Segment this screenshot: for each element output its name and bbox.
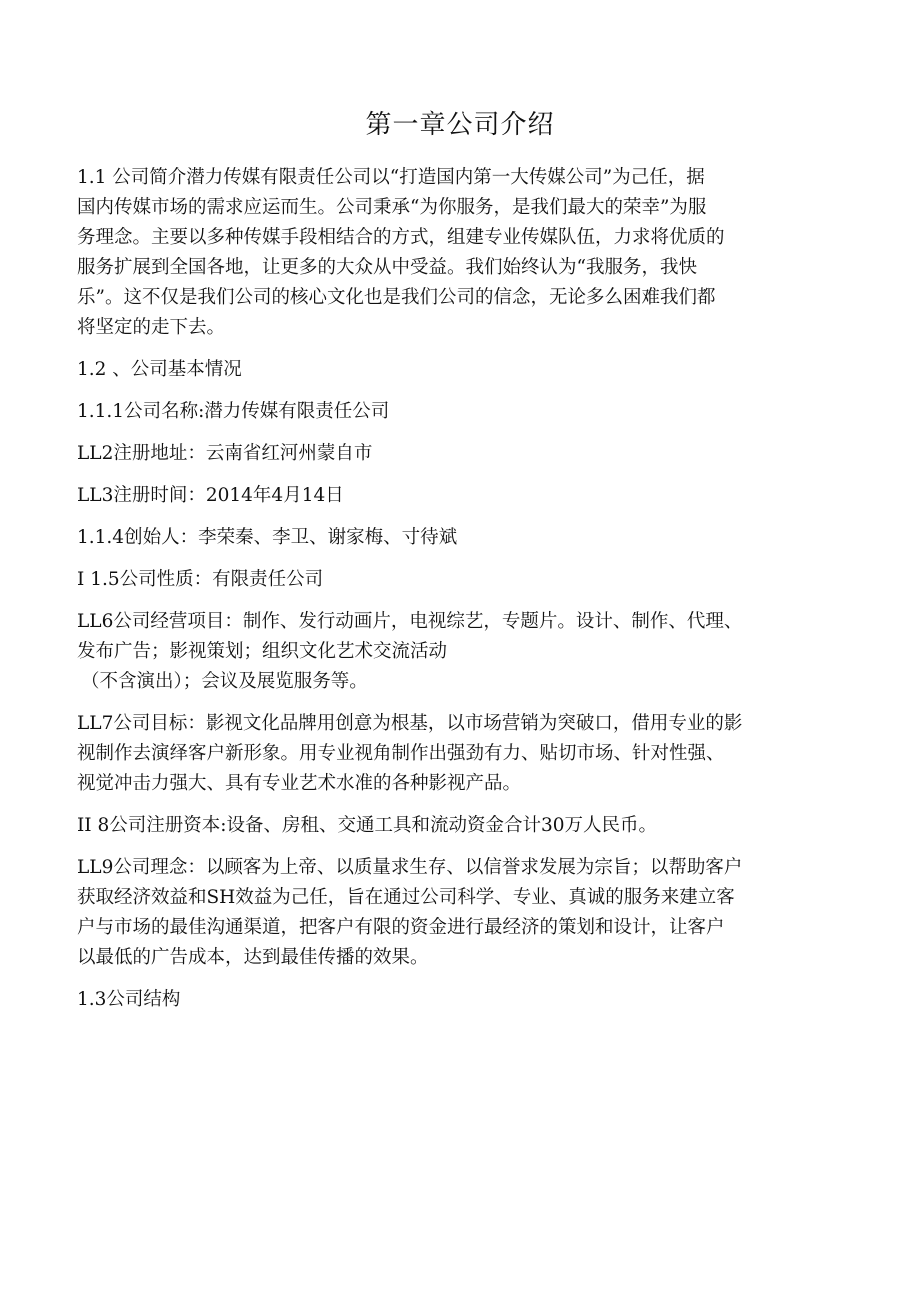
paragraph-line: 发布广告；影视策划；组织文化艺术交流活动 <box>77 641 448 662</box>
paragraph-line: 将坚定的走下去。 <box>77 317 226 338</box>
company-intro-paragraph <box>77 163 797 343</box>
company-philosophy-item <box>77 853 797 973</box>
business-scope-item <box>77 607 797 697</box>
paragraph-line: 乐”。这不仅是我们公司的核心文化也是我们公司的信念，无论多么困难我们都 <box>77 287 716 308</box>
paragraph-line: I 1.5公司性质：有限责任公司 <box>77 569 324 590</box>
company-goal-item <box>77 709 797 799</box>
paragraph-line: 1.1 公司简介潜力传媒有限责任公司以“打造国内第一大传媒公司”为己任，据 <box>77 167 705 188</box>
section-heading-basic-info <box>77 355 797 385</box>
paragraph-line: 以最低的广告成本，达到最佳传播的效果。 <box>77 947 429 968</box>
paragraph-line: LL7公司目标：影视文化品牌用创意为根基，以市场营销为突破口，借用专业的影 <box>77 713 743 734</box>
paragraph-line: LL2注册地址：云南省红河州蒙自市 <box>77 443 373 464</box>
founders-item <box>77 523 797 553</box>
company-nature-item <box>77 565 797 595</box>
paragraph-line: 1.3公司结构 <box>77 989 181 1010</box>
company-name-item <box>77 397 797 427</box>
paragraph-line: LL9公司理念：以顾客为上帝、以质量求生存、以信誉求发展为宗旨；以帮助客户 <box>77 857 743 878</box>
paragraph-line: 服务扩展到全国各地，让更多的大众从中受益。我们始终认为“我服务，我快 <box>77 257 697 278</box>
document-body <box>77 163 797 1027</box>
paragraph-line: 务理念。主要以多种传媒手段相结合的方式，组建专业传媒队伍，力求将优质的 <box>77 227 725 248</box>
registered-capital-item <box>77 811 797 841</box>
paragraph-line: 获取经济效益和SH效益为己任，旨在通过公司科学、专业、真诚的服务来建立客 <box>77 887 735 908</box>
paragraph-line: 户与市场的最佳沟通渠道，把客户有限的资金进行最经济的策划和设计，让客户 <box>77 917 725 938</box>
registered-address-item <box>77 439 797 469</box>
paragraph-line: 1.1.1公司名称:潜力传媒有限责任公司 <box>77 401 390 422</box>
paragraph-line: II 8公司注册资本:设备、房租、交通工具和流动资金合计30万人民币。 <box>77 815 658 836</box>
paragraph-line: LL6公司经营项目：制作、发行动画片，电视综艺，专题片。设计、制作、代理、 <box>77 611 743 632</box>
registration-date-item <box>77 481 797 511</box>
paragraph-line: 1.1.4创始人：李荣秦、李卫、谢家梅、寸待斌 <box>77 527 458 548</box>
paragraph-line: 国内传媒市场的需求应运而生。公司秉承“为你服务，是我们最大的荣幸”为服 <box>77 197 707 218</box>
company-structure-heading <box>77 985 797 1015</box>
paragraph-line: LL3注册时间：2014年4月14日 <box>77 485 344 506</box>
paragraph-line: 1.2 、公司基本情况 <box>77 359 242 380</box>
paragraph-line: 视制作去演绎客户新形象。用专业视角制作出强劲有力、贴切市场、针对性强、 <box>77 743 725 764</box>
paragraph-line: （不含演出）；会议及展览服务等。 <box>81 671 368 692</box>
paragraph-line: 视觉冲击力强大、具有专业艺术水准的各种影视产品。 <box>77 773 522 794</box>
chapter-title: 第一章公司介绍 <box>365 110 555 140</box>
